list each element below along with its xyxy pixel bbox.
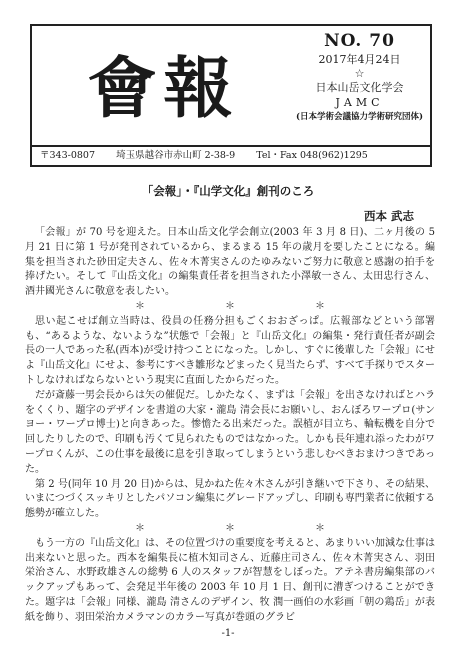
- street-address: 埼玉県越谷市赤山町 2-38-9: [116, 150, 236, 161]
- asterisk: ＊: [135, 522, 145, 534]
- org-name: 日本山岳文化学会: [315, 81, 404, 94]
- paragraph: もう一方の『山岳文化』は、その位置づけの重要度を考えると、あまりいい加減な仕事は出来ないと思った。西本を編集長に植木知司さん、近藤庄司さん、佐々木菁実さん、羽田栄治さん、水野政雄さんの総勢 6 人のスタッフが智慧をしぼった。アテネ書房編集部のバックアップもあって、会発足半年後の 2003 年 10 月 1 日、創刊に漕ぎつけることができた。題字は「会報」同様、瀧島 清さんのデザイン、牧 潤一画伯の水彩画「朝の鶏岳」が表紙を飾り、羽田栄治カメラマンのカラー写真が巻頭のグラビ: [25, 537, 435, 623]
- address-bar: [30, 147, 432, 167]
- org-subtitle: (日本学術会議協力学術研究団体): [295, 112, 424, 122]
- issue-number: NO. 70: [324, 31, 395, 51]
- article-author: 西本 武志: [363, 209, 414, 223]
- page-number: -1-: [221, 628, 235, 639]
- issue-date: 2017年4月24日: [318, 53, 401, 66]
- masthead-box: [30, 24, 432, 147]
- section-separator: [25, 300, 435, 315]
- masthead-char-1: 會: [86, 48, 157, 127]
- issue-info: [287, 30, 432, 125]
- asterisk: ＊: [135, 300, 145, 312]
- section-separator: [25, 522, 435, 537]
- postal-code: 〒343-0807: [40, 150, 96, 161]
- org-abbr: JAMC: [335, 96, 384, 109]
- asterisk: ＊: [225, 300, 235, 312]
- paragraph: 思い起こせば創立当時は、役員の任務分担もごくおおざっぱ。広報部などという部署も、“あるような、ないような”状態で「会報」と『山岳文化』の編集・発行責任者が副会長の一人であった私(西本)が受け持つことになった。しかし、すぐに後輩した「会報」にせよ『山岳文化』にせよ、参考にすべき雛形などまったく見当たらず、すべて手探りでスタートしなければならないという現実に直面したからだった。: [25, 315, 435, 386]
- asterisk: ＊: [315, 522, 325, 534]
- phone-fax: Tel・Fax 048(962)1295: [256, 150, 368, 161]
- asterisk: ＊: [225, 522, 235, 534]
- masthead-title: [32, 26, 287, 149]
- paragraph: 「会報」が 70 号を迎えた。日本山岳文化学会創立(2003 年 3 月 8 日)、二ヶ月後の 5 月 21 日に第 1 号が発刊されているから、まるまる 15 年の歳月を要したことになる。編集を担当された砂田定夫さん、佐々木菁実さんのたゆみないご努力に敬意と感謝の拍手を捧げたい。そして『山岳文化』の編集責任者を担当された小澤敏一さん、太田忠行さん、酒井國光さんに敬意を表したい。: [25, 227, 435, 298]
- paragraph: 第 2 号(同年 10 月 20 日)からは、見かねた佐々木さんが引き継いで下さり、その結果、いまにつづくスッキリとしたパソコン編集にグレードアップし、印刷も専門業者に依頼する態勢が確立した。: [25, 478, 435, 520]
- paragraph: だが斎藤一男会長からは矢の催促だ。しかたなく、まずは「会報」を出さなければとハラをくくり、題字のデザインを書道の大家・瀧島 清会長にお願いし、おんぼろワープロ(サンヨー・ワープロ博士)と向きあった。惨憺たる出来だった。誤植が目立ち、輪転機を自分で回したりしたので、印刷も汚くて見られたものではなかった。しかも長年連れ添ったわがワープロくんが、この仕事を最後に息を引き取ってしまうという悲しむべきおまけつきであった。: [25, 389, 435, 475]
- article-body: [25, 226, 435, 626]
- article-title: 「会報」・『山学文化』創刊のころ: [141, 184, 315, 198]
- star-icon: ☆: [354, 67, 365, 80]
- masthead-char-2: 報: [162, 48, 233, 127]
- asterisk: ＊: [315, 300, 325, 312]
